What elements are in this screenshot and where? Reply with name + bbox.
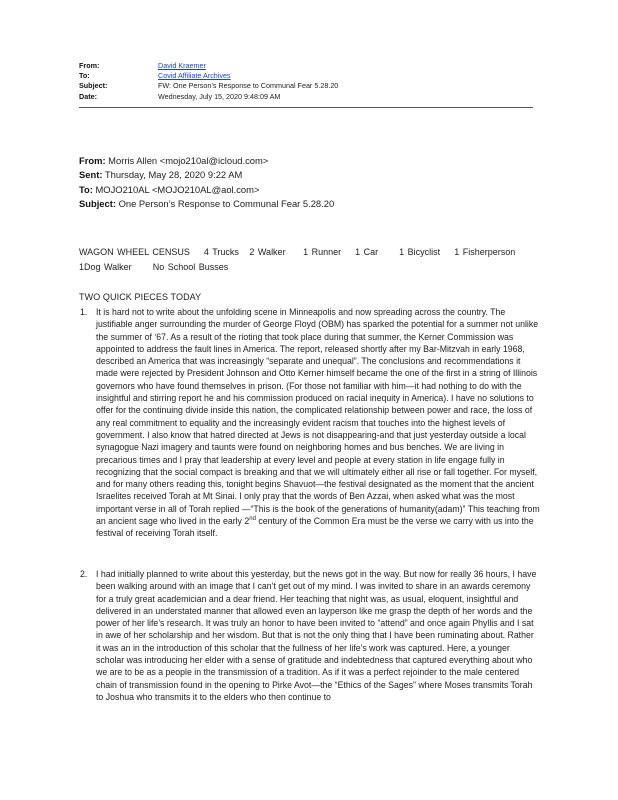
list-item bbox=[80, 306, 540, 540]
original-from-value: Morris Allen <mojo210al@icloud.com> bbox=[108, 155, 269, 166]
census-item: 2 Walker bbox=[249, 247, 286, 257]
forward-from-link[interactable]: David Kraemer bbox=[158, 61, 206, 70]
original-header bbox=[79, 154, 334, 211]
original-sent-row bbox=[79, 168, 334, 182]
forward-date-label: Date: bbox=[79, 91, 97, 101]
item1-superscript: nd bbox=[249, 516, 256, 523]
original-subject-row bbox=[79, 197, 334, 211]
original-to-label: To: bbox=[79, 183, 93, 195]
list-item bbox=[80, 568, 540, 703]
forward-from-label: From: bbox=[79, 61, 100, 70]
forward-date-row bbox=[79, 92, 338, 102]
forward-subject-label: Subject: bbox=[79, 81, 108, 91]
forward-to-label: To: bbox=[79, 71, 90, 81]
forward-date-value: Wednesday, July 15, 2020 9:48:09 AM bbox=[158, 91, 281, 101]
list-item-text bbox=[96, 306, 540, 540]
census-item: 1Dog Walker bbox=[79, 261, 132, 272]
forward-subject-row bbox=[79, 81, 338, 91]
original-to-row bbox=[79, 183, 334, 197]
original-sent-value: Thursday, May 28, 2020 9:22 AM bbox=[104, 169, 243, 181]
forward-header bbox=[79, 61, 338, 102]
census-item: 4 Trucks bbox=[203, 247, 239, 257]
census-item: No School Busses bbox=[152, 261, 229, 272]
item1-text-end: century of the Common Era must be the verse we carry with us into the festival of receiving Torah itself. bbox=[96, 516, 534, 539]
original-from-label: From: bbox=[79, 155, 106, 166]
forward-to-row bbox=[79, 71, 338, 81]
original-subject-value: One Person’s Response to Communal Fear 5.28.20 bbox=[118, 197, 335, 209]
wagon-wheel-census bbox=[79, 245, 549, 274]
census-item: 1 Car bbox=[355, 247, 379, 257]
original-sent-label: Sent: bbox=[79, 169, 103, 181]
census-item: 1 Fisherperson bbox=[454, 247, 516, 257]
forward-subject-value: FW: One Person’s Response to Communal Fear 5.28.20 bbox=[158, 81, 339, 91]
original-from-row bbox=[79, 154, 334, 168]
list-item-text: I had initially planned to write about this yesterday, but the news got in the way. But now for really 36 hours, I have been walking around with an image that I can’t get out of my mind. I was invited to share in an awards ceremony for a truly great academician and a dear friend. Her teaching that night was, as usual, eloquent, insightful and delivered in an understated manner that allowed even an layperson like me grasp the depth of her words and the power of her life’s research. It was truly an honor to have been invited to “attend” and once again Phyllis and I sat in awe of her scholarship and her wisdom. But that is not the only thing that I have been ruminating about. Rather it was an in the introduction of this scholar that the fullness of her life’s work was captured. Here, a younger scholar was introducing her elder with a sense of gratitude and indebtedness that captured everything about who we are to be as a people in the transmission of a tradition. As if it was a perfect rejoinder to the male centered chain of transmission found in the opening to Pirke Avot—the “Ethics of the Sages” where Moses transmits Torah to Joshua who transmits it to the elders who then continue to bbox=[96, 569, 537, 702]
header-divider bbox=[79, 107, 533, 108]
list-item-number: 1. bbox=[80, 307, 88, 317]
census-item: 1 Runner bbox=[303, 247, 342, 257]
original-to-value: MOJO210AL <MOJO210AL@aol.com> bbox=[95, 183, 260, 195]
census-item: 1 Bicyclist bbox=[399, 247, 441, 257]
census-title: WAGON WHEEL CENSUS bbox=[79, 247, 190, 257]
item1-text: It is hard not to write about the unfolding scene in Minneapolis and now spreading across the country. The justifiable anger surrounding the murder of George Floyd (OBM) has sparked the potential for a summer not unlike the summer of ‘67. As a result of the rioting that took place during that summer, the Kerner Commission was appointed to address the fault lines in America. The report, released shortly after my Bar-Mitzvah in early 1968, described an America that was increasingly “separate and unequal”. The conclusions and recommendations it made were rejected by President Johnson and Otto Kerner himself became the one of the first in a string of Illinois governors who have found themselves in prison. (For those not familiar with him—it had nothing to do with the insightful and stirring report he and his commission produced on racial inequity in America). I have no solutions to offer for the continuing divide inside this nation, the complicated relationship between power and race, the loss of any real commitment to equality and the increasingly evident racism that touches into the highest levels of government. I also know that hatred directed at Jews is not disappearing-and that just yesterday outside a local synagogue Nazi imagery and taunts were found on neighboring homes and bus benches. We are living in precarious times and I pray that leadership at every level and people at every station in life engage fully in recognizing that the social compact is breaking and that we will ultimately either all rise or fall together. For myself, and for many others reading this, tonight begins Shavuot—the festival designated as the moment that the ancient Israelites received Torah at Mt Sinai. I only pray that the words of Ben Azzai, when asked what was the most important verse in all of Torah replied —“This is the book of the generations of humanity(adam)” This teaching from an ancient sage who lived in the early 2 bbox=[96, 307, 540, 527]
list-item-number: 2. bbox=[80, 569, 88, 579]
original-subject-label: Subject: bbox=[79, 197, 116, 209]
forward-from-row bbox=[79, 61, 338, 71]
forward-to-link[interactable]: Covid Affiliate Archives bbox=[158, 71, 231, 81]
section-title: TWO QUICK PIECES TODAY bbox=[79, 292, 202, 302]
